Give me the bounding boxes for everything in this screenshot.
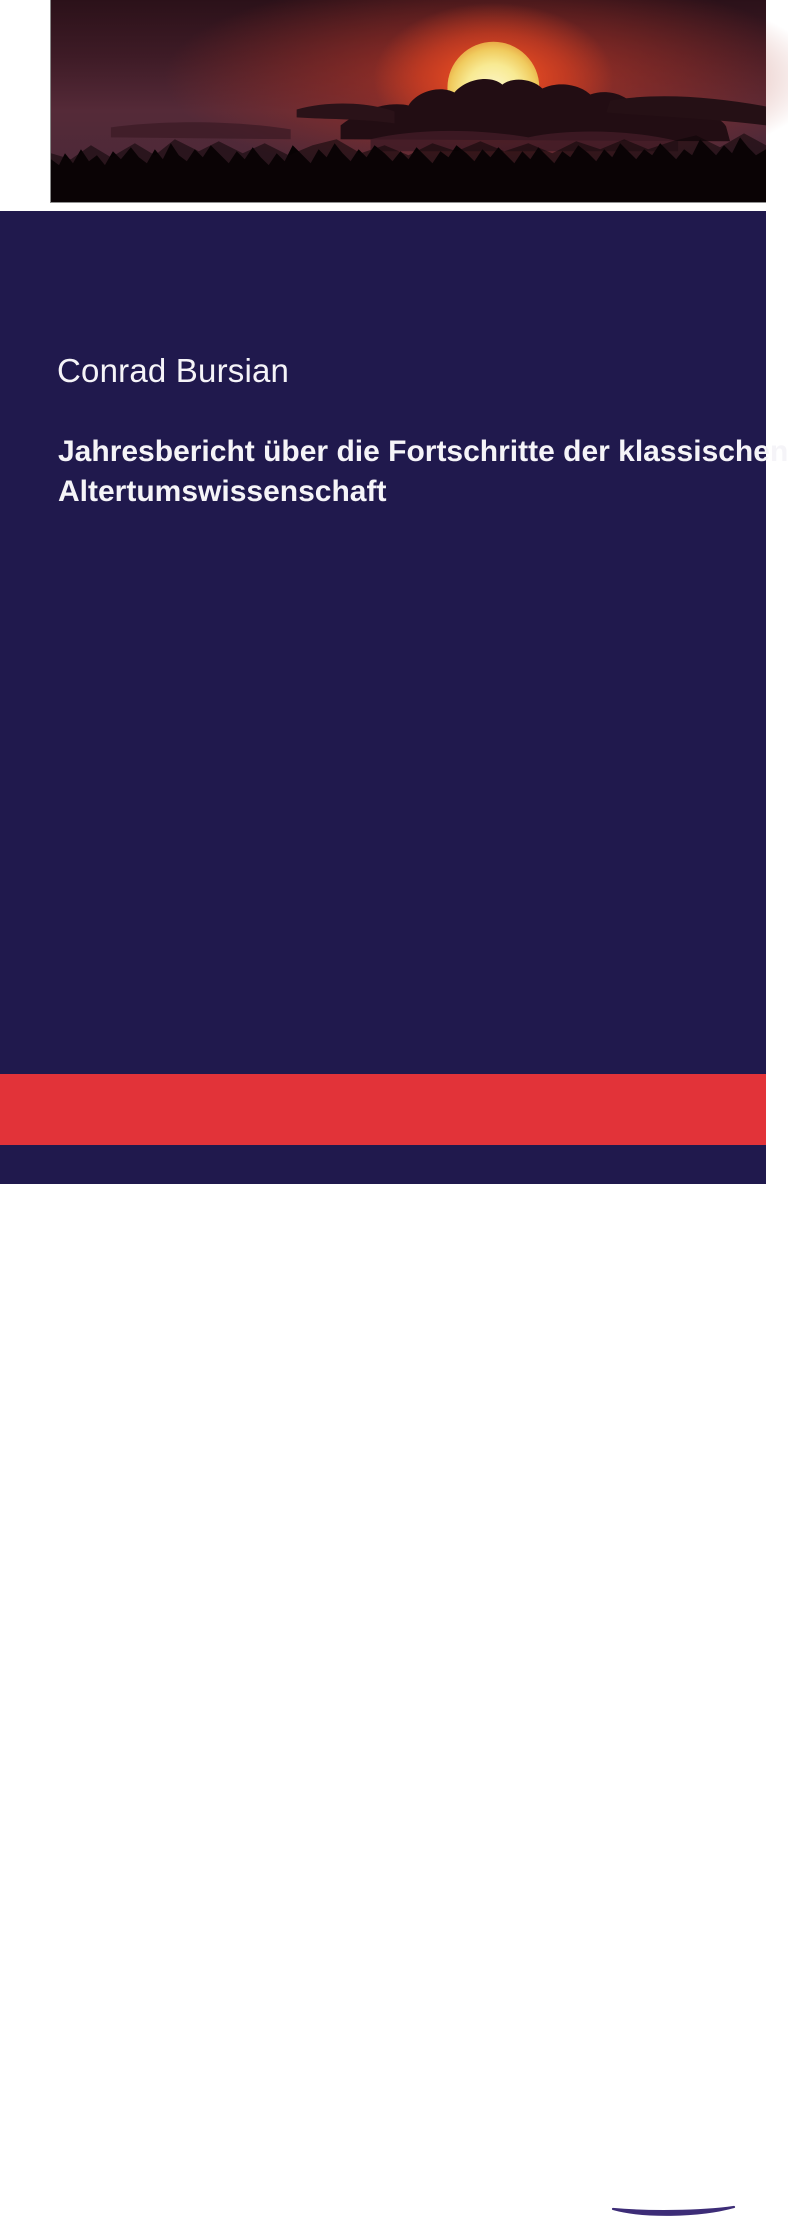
author-name: Conrad Bursian: [57, 352, 290, 389]
title-line-1: Jahresbericht über die Fortschritte der klassischen: [58, 435, 788, 468]
publisher-swoosh-icon: [612, 2204, 736, 2218]
publisher-band: [0, 1074, 766, 2209]
book-title: [58, 432, 788, 512]
title-line-2: Altertumswissenschaft: [58, 475, 387, 508]
sunset-photo: [50, 0, 766, 203]
publisher-logo-text: hanse: [610, 2156, 739, 2209]
photo-frame: [0, 0, 766, 211]
sunset-photo-art: [51, 0, 766, 202]
publisher-logo: [610, 2156, 750, 2219]
